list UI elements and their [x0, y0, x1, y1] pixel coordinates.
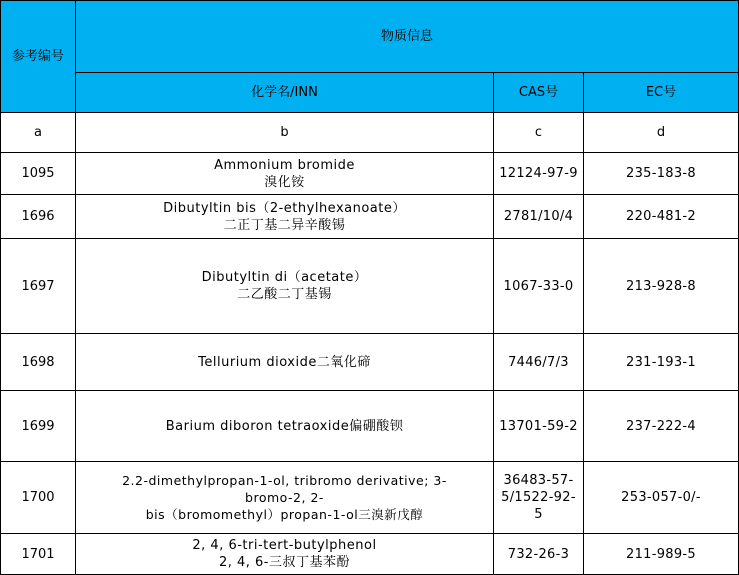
- row-1698-ref: [0, 334, 76, 391]
- header-cas-label: CAS号: [518, 85, 559, 100]
- cas-number-line: 36483-57-: [503, 473, 574, 488]
- row-1697-ec: [584, 239, 739, 334]
- row-1700-cas: [494, 462, 584, 534]
- header-chem-name: [76, 73, 494, 113]
- cas-number: 12124-97-9: [499, 166, 578, 181]
- cas-number: 732-26-3: [507, 546, 570, 562]
- chem-name-line: 2.2-dimethylpropan-1-ol, tribromo derivative; 3-: [122, 473, 447, 488]
- row-1699-ec: [584, 391, 739, 462]
- row-1095-cas: [494, 153, 584, 195]
- letter-a: [0, 113, 76, 153]
- row-1697-ref: [0, 239, 76, 334]
- header-ec-label: EC号: [645, 85, 677, 100]
- row-1095-ec: [584, 153, 739, 195]
- row-1701-cas: [494, 534, 584, 575]
- chem-name-cn: 2, 4, 6-三叔丁基苯酚: [218, 555, 351, 570]
- ec-number: 237-222-4: [626, 418, 696, 434]
- row-1696-cas: [494, 195, 584, 239]
- letter-d-text: d: [656, 125, 666, 140]
- ec-number: 213-928-8: [626, 278, 696, 294]
- row-1699-name: [76, 391, 494, 462]
- cas-number: 2781/10/4: [503, 209, 574, 224]
- row-1700-name: [76, 462, 494, 534]
- ref-number: 1697: [21, 278, 55, 294]
- ec-number: 211-989-5: [626, 546, 696, 562]
- row-1701-name: [76, 534, 494, 575]
- row-1697-cas: [494, 239, 584, 334]
- row-1698-cas: [494, 334, 584, 391]
- row-1698-name: [76, 334, 494, 391]
- header-ec: [584, 73, 739, 113]
- chem-name-en: Dibutyltin bis（2-ethylhexanoate）: [163, 200, 406, 216]
- cas-number-line: 5/1522-92-: [501, 490, 576, 505]
- cas-number-line: 5: [534, 507, 543, 522]
- ec-number: 231-193-1: [626, 354, 696, 370]
- header-substance-info-label: 物质信息: [380, 29, 433, 44]
- row-1698-ec: [584, 334, 739, 391]
- chem-name-en: Dibutyltin di（acetate）: [201, 270, 368, 285]
- letter-b: [76, 113, 494, 153]
- chem-name-line: bromo-2, 2-: [245, 490, 324, 505]
- ref-number: 1700: [21, 490, 55, 505]
- ref-number: 1699: [21, 418, 55, 434]
- cas-number: 1067-33-0: [503, 278, 574, 294]
- chem-name-en: Ammonium bromide: [214, 157, 355, 173]
- row-1701-ec: [584, 534, 739, 575]
- row-1700-ec: [584, 462, 739, 534]
- cas-number: 13701-59-2: [499, 418, 578, 434]
- cas-number: 7446/7/3: [508, 354, 569, 370]
- chem-name-cn: 溴化铵: [264, 174, 305, 190]
- letter-c-text: c: [534, 125, 543, 140]
- ec-number: 235-183-8: [626, 166, 696, 181]
- letter-a-text: a: [34, 125, 42, 140]
- ref-number: 1698: [21, 354, 55, 370]
- header-ref-no-label: 参考编号: [11, 49, 64, 64]
- ref-number: 1701: [21, 546, 55, 562]
- row-1095-name: [76, 153, 494, 195]
- row-1696-ref: [0, 195, 76, 239]
- row-1699-cas: [494, 391, 584, 462]
- header-ref-no: [0, 0, 76, 113]
- row-1696-name: [76, 195, 494, 239]
- row-1697-name: [76, 239, 494, 334]
- chem-name-en: Barium diboron tetraoxide偏硼酸钡: [165, 418, 404, 434]
- chem-name-en: 2, 4, 6-tri-tert-butylphenol: [192, 538, 377, 553]
- chem-name-cn: 二正丁基二异辛酸锡: [223, 217, 346, 233]
- chem-name-line: bis（bromomethyl）propan-1-ol三溴新戊醇: [145, 507, 424, 522]
- row-1701-ref: [0, 534, 76, 575]
- ref-number: 1696: [21, 209, 55, 224]
- row-1700-ref: [0, 462, 76, 534]
- letter-d: [584, 113, 739, 153]
- header-cas: [494, 73, 584, 113]
- ec-number: 220-481-2: [626, 209, 696, 224]
- header-substance-info: [76, 0, 739, 73]
- header-chem-name-label: 化学名/INN: [251, 85, 318, 100]
- row-1699-ref: [0, 391, 76, 462]
- letter-b-text: b: [280, 125, 289, 140]
- letter-c: [494, 113, 584, 153]
- chem-name-en: Tellurium dioxide二氧化碲: [198, 354, 371, 370]
- row-1095-ref: [0, 153, 76, 195]
- ref-number: 1095: [21, 166, 55, 181]
- row-1696-ec: [584, 195, 739, 239]
- chem-name-cn: 二乙酸二丁基锡: [237, 287, 332, 302]
- ec-number: 253-057-0/-: [621, 490, 701, 505]
